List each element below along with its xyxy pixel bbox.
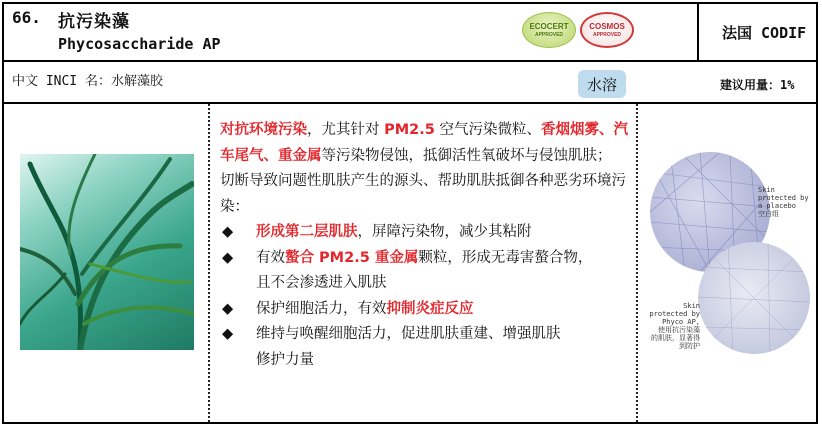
diamond-bullet-icon: ◆ — [222, 249, 234, 266]
ecocert-name: ECOCERT — [529, 21, 569, 31]
item-number: 66. — [12, 8, 41, 27]
cosmos-badge — [580, 12, 634, 48]
micrograph-texture — [698, 242, 810, 354]
ecocert-badge — [522, 12, 576, 48]
divider-info — [2, 102, 818, 104]
diamond-bullet-icon: ◆ — [222, 326, 234, 342]
divider-supplier — [697, 2, 699, 60]
micrograph-label-phyco: Skin protected by Phyco AP, 使用抗污染藻 的肌肤，显著得 到防护 — [649, 302, 700, 350]
benefit-item-1: ◆ 形成第二层肌肤，屏障污染物，减少其粘附 — [220, 220, 632, 246]
seaweed-illustration — [20, 154, 194, 350]
inci-name: 中文 INCI 名：水解藻胶 — [12, 74, 163, 89]
title-english: Phycosaccharide AP — [58, 35, 221, 53]
benefit-item-2: ◆ 有效螯合 PM2.5 重金属颗粒，形成无毒害螯合物， 且不会渗透进入肌肤 — [220, 246, 632, 297]
description — [220, 118, 632, 373]
description-paragraph-1: 对抗环境污染，尤其针对 PM2.5 空气污染微粒、香烟烟雾、汽车尾气、重金属等污染物侵蚀，抵御活性氧破坏与侵蚀肌肤； — [220, 122, 628, 164]
skin-micrographs — [640, 150, 816, 400]
title-chinese: 抗污染藻 — [58, 12, 130, 32]
recommended-dosage: 建议用量：1% — [720, 78, 795, 92]
supplier: 法国 CODIF — [722, 24, 807, 42]
divider-header — [2, 60, 818, 62]
dotted-divider-right — [636, 104, 638, 422]
micrograph-label-placebo: Skin protected by a placebo 空白组 — [758, 186, 809, 218]
dotted-divider-left — [208, 104, 210, 422]
diamond-bullet-icon: ◆ — [222, 224, 234, 240]
description-paragraph-2: 切断导致问题性肌肤产生的源头、帮助肌肤抵御各种恶劣环境污染： — [220, 173, 626, 215]
benefit-item-4: ◆ 维持与唤醒细胞活力，促进肌肤重建、增强肌肤 修护力量 — [220, 322, 632, 373]
ecocert-sub: APPROVED — [534, 31, 564, 38]
solubility-tag: 水溶 — [578, 70, 626, 98]
seaweed-photo — [20, 154, 194, 350]
diamond-bullet-icon: ◆ — [222, 300, 234, 317]
micrograph-phyco-ap — [698, 242, 810, 354]
benefit-item-3: ◆ 保护细胞活力，有效抑制炎症反应 — [220, 297, 632, 323]
cosmos-name: COSMOS — [589, 21, 625, 31]
cosmos-sub: APPROVED — [592, 31, 622, 38]
